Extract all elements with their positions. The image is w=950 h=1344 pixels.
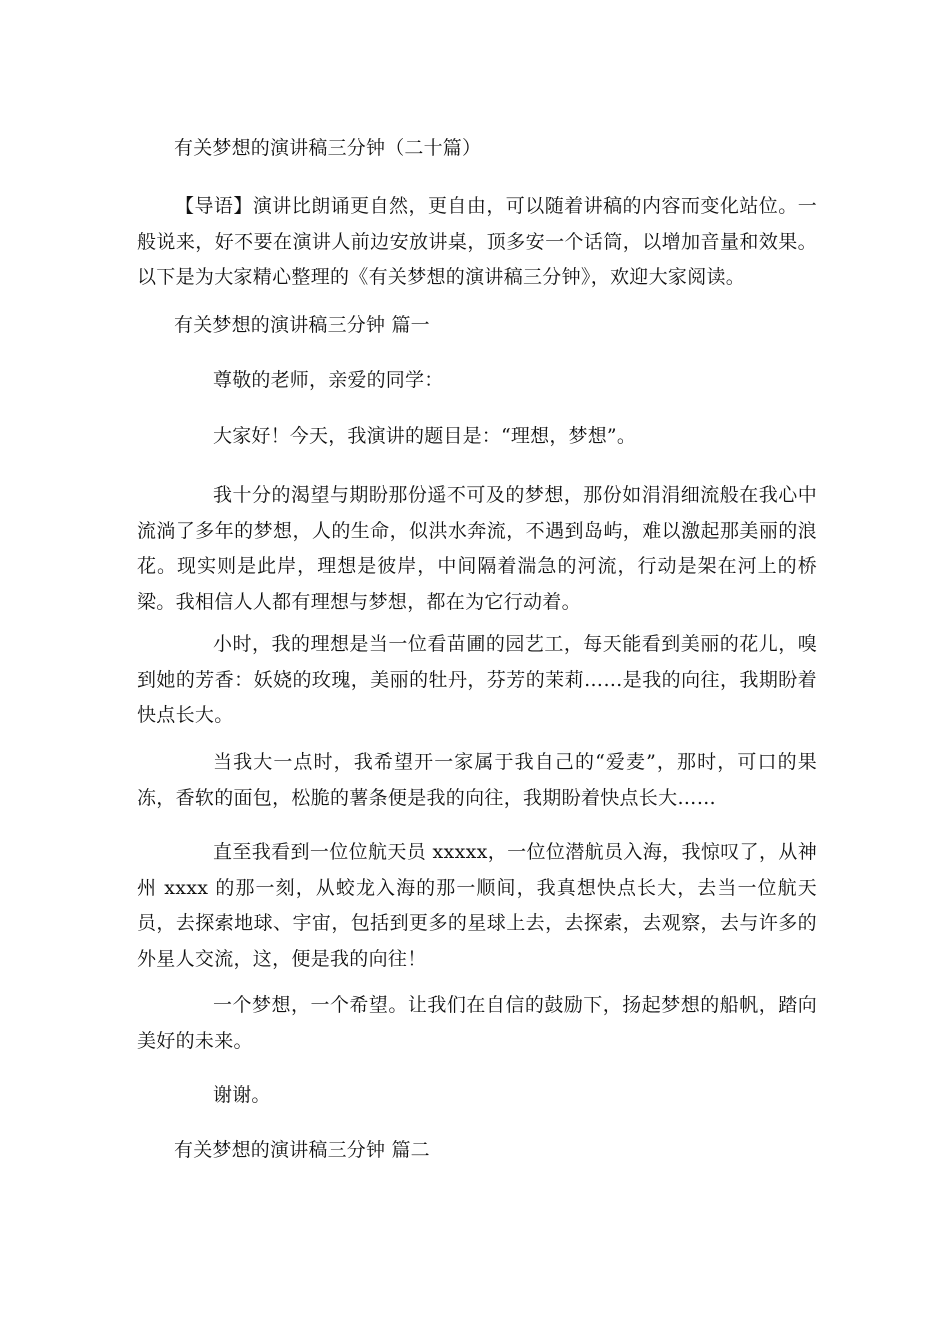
section-heading-2: 有关梦想的演讲稿三分钟 篇二: [174, 1139, 430, 1161]
body-paragraph-1: 我十分的渴望与期盼那份遥不可及的梦想，那份如涓涓细流般在我心中流淌了多年的梦想，人的生命，似洪水奔流，不遇到岛屿，难以激起那美丽的浪花。现实则是此岸，理想是彼岸，中间隔着湍急的河流，行动是架在河上的桥梁。我相信人人都有理想与梦想，都在为它行动着。: [137, 484, 817, 613]
closing: 谢谢。: [213, 1084, 271, 1106]
document-title: 有关梦想的演讲稿三分钟（二十篇）: [174, 137, 482, 159]
section-heading-1: 有关梦想的演讲稿三分钟 篇一: [174, 314, 430, 336]
intro-paragraph: 【导语】演讲比朗诵更自然，更自由，可以随着讲稿的内容而变化站位。一般说来，好不要在演讲人前边安放讲桌，顶多安一个话筒，以增加音量和效果。以下是为大家精心整理的《有关梦想的演讲稿三分钟》，欢迎大家阅读。: [137, 195, 817, 288]
body-paragraph-5: 一个梦想，一个希望。让我们在自信的鼓励下，扬起梦想的船帆，踏向美好的未来。: [137, 994, 817, 1052]
salutation: 尊敬的老师，亲爱的同学：: [213, 369, 444, 391]
body-paragraph-2: 小时，我的理想是当一位看苗圃的园艺工，每天能看到美丽的花儿，嗅到她的芳香：妖娆的玫瑰，美丽的牡丹，芬芳的茉莉……是我的向往，我期盼着快点长大。: [137, 633, 817, 726]
body-paragraph-3: 当我大一点时，我希望开一家属于我自己的“爱麦”，那时，可口的果冻，香软的面包，松脆的薯条便是我的向往，我期盼着快点长大……: [137, 751, 817, 809]
greeting: 大家好！今天，我演讲的题目是：“理想，梦想”。: [213, 425, 637, 447]
body-paragraph-4: 直至我看到一位位航天员 xxxxx，一位位潜航员入海，我惊叹了，从神州 xxxx 的那一刻，从蛟龙入海的那一顺间，我真想快点长大，去当一位航天员，去探索地球、宇宙，包括到更多的星球上去，去探索，去观察，去与许多的外星人交流，这，便是我的向往！: [137, 841, 817, 970]
